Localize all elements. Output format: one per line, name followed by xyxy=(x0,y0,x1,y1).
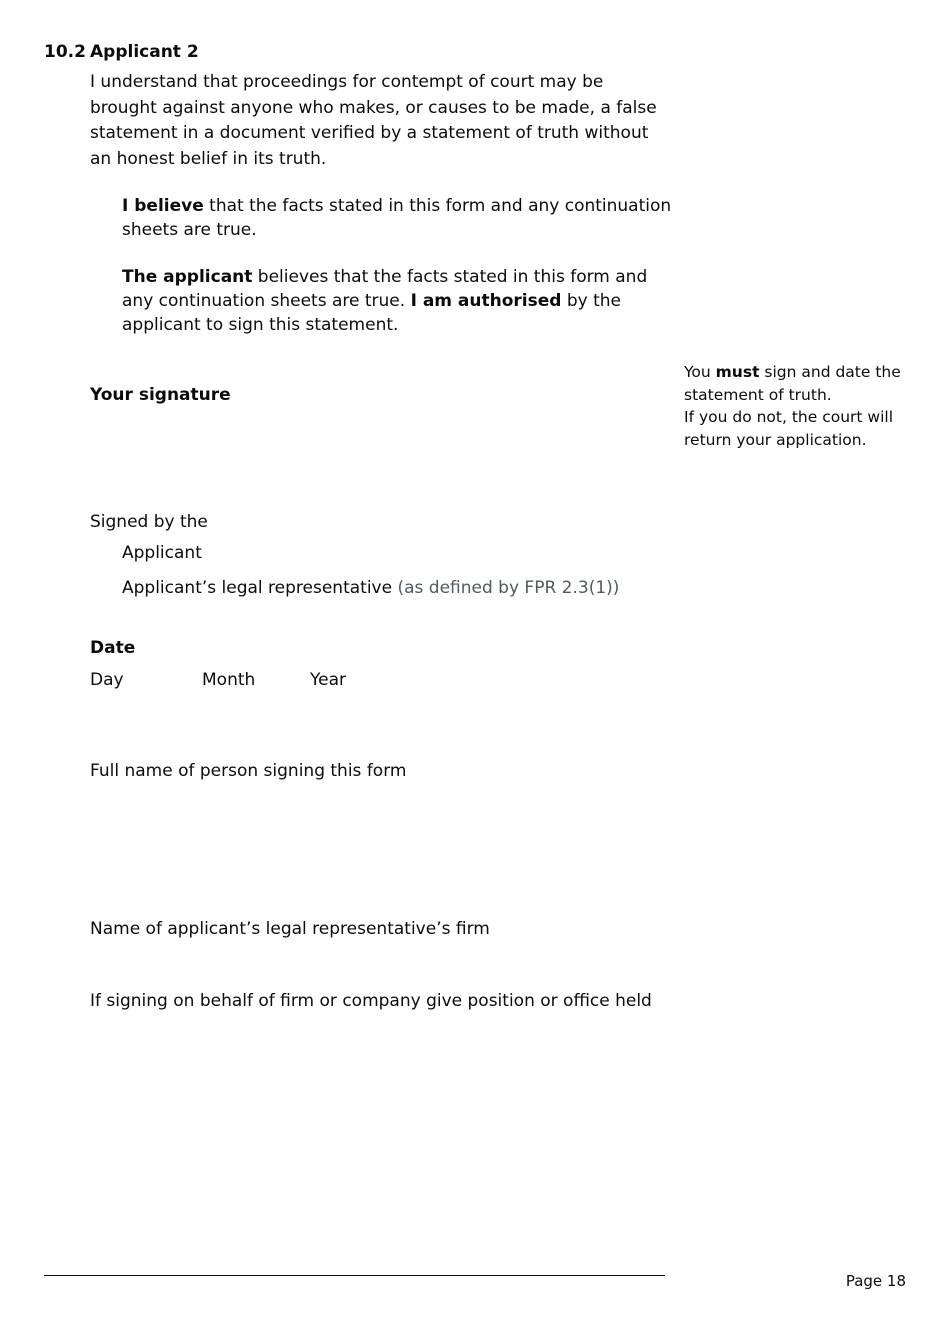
option-applicant[interactable]: Applicant xyxy=(122,543,202,563)
signature-label: Your signature xyxy=(90,385,231,405)
firm-name-label: Name of applicant’s legal representative’s firm xyxy=(90,919,490,939)
day-label: Day xyxy=(90,670,124,690)
signature-guidance: You must sign and date the statement of truth. If you do not, the court will return your application. xyxy=(684,363,901,449)
authorised-text: by the applicant to sign this statement. xyxy=(122,291,621,335)
year-label: Year xyxy=(310,670,346,690)
month-label: Month xyxy=(202,670,256,690)
position-label: If signing on behalf of firm or company give position or office held xyxy=(90,991,652,1011)
must-bold: must xyxy=(715,363,760,381)
section-title: Applicant 2 xyxy=(90,42,199,62)
authorised-statement xyxy=(122,265,682,337)
fpr-reference: (as defined by FPR 2.3(1)) xyxy=(397,578,620,598)
option-legal-representative[interactable]: Applicant’s legal representative (as defined by FPR 2.3(1)) xyxy=(122,578,620,598)
applicant-bold: The applicant xyxy=(122,267,253,287)
applicant-text: believes that the facts stated in this form and any continuation sheets are true. xyxy=(122,267,648,311)
signed-by-label: Signed by the xyxy=(90,512,208,532)
date-label: Date xyxy=(90,638,136,658)
section-number: 10.2 xyxy=(44,42,86,62)
belief-statement xyxy=(122,194,682,242)
contempt-warning: I understand that proceedings for contempt of court may be brought against anyone who makes, or causes to be made, a false statement in a document verified by a statement of truth without an honest belief in its truth. xyxy=(90,72,657,169)
footer-divider xyxy=(44,1275,665,1276)
page-number: Page 18 xyxy=(845,1272,906,1290)
belief-text: that the facts stated in this form and any continuation sheets are true. xyxy=(122,196,672,240)
authorised-bold: I am authorised xyxy=(410,291,562,311)
full-name-label: Full name of person signing this form xyxy=(90,761,407,781)
belief-bold: I believe xyxy=(122,196,204,216)
